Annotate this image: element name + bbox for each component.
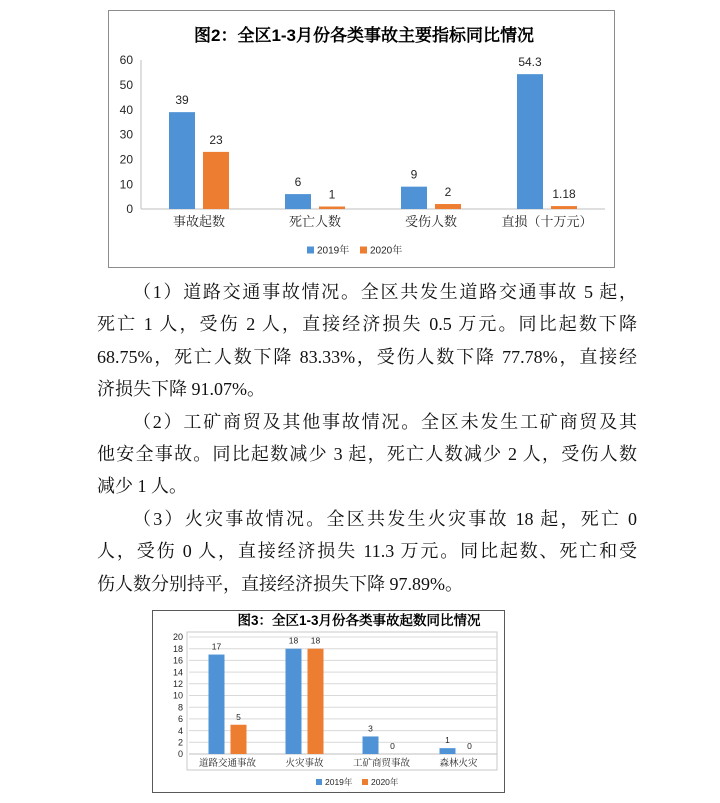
y-tick-label: 10 bbox=[172, 690, 183, 701]
bar-series-1 bbox=[286, 649, 302, 754]
text-line: 68.75%，死亡人数下降 83.33%，受伤人数下降 77.78%，直接经 bbox=[97, 346, 637, 367]
text-line: （3）火灾事故情况。全区共发生火灾事故 18 起，死亡 0 bbox=[133, 508, 637, 529]
y-tick-label: 50 bbox=[119, 78, 133, 93]
data-label-series-2: 1.18 bbox=[552, 187, 576, 202]
figure-3-chart-canvas bbox=[152, 610, 505, 793]
bar-series-2 bbox=[551, 206, 577, 209]
data-label-series-1: 6 bbox=[294, 175, 302, 190]
figure-2-chart bbox=[108, 10, 615, 268]
text-line: 他安全事故。同比起数减少 3 起，死亡人数减少 2 人，受伤人数 bbox=[97, 443, 637, 464]
y-tick-label: 14 bbox=[172, 667, 183, 678]
y-tick-label: 18 bbox=[172, 643, 183, 654]
legend-label-series-2: 2020年 bbox=[371, 776, 399, 787]
data-label-series-1: 54.3 bbox=[518, 55, 542, 70]
bar-series-2 bbox=[319, 207, 345, 209]
y-tick-label: 16 bbox=[172, 655, 183, 666]
bar-series-1 bbox=[440, 748, 456, 754]
legend-label-series-2: 2020年 bbox=[370, 245, 403, 257]
y-tick-label: 60 bbox=[119, 53, 133, 68]
bar-series-2 bbox=[435, 204, 461, 209]
bar-series-2 bbox=[203, 152, 229, 209]
category-label: 事故起数 bbox=[172, 214, 226, 229]
y-tick-label: 30 bbox=[119, 127, 133, 142]
y-tick-label: 0 bbox=[126, 202, 133, 217]
data-label-series-2: 0 bbox=[467, 741, 472, 751]
bar-series-1 bbox=[517, 74, 543, 209]
data-label-series-2: 0 bbox=[390, 741, 395, 751]
data-label-series-1: 1 bbox=[445, 735, 450, 746]
data-label-series-1: 3 bbox=[368, 723, 373, 734]
chart-title: 图3：全区1-3月份各类事故起数同比情况 bbox=[237, 613, 481, 628]
data-label-series-2: 23 bbox=[209, 132, 223, 147]
legend-label-series-1: 2019年 bbox=[325, 776, 353, 787]
text-line: 济损失下降 91.07%。 bbox=[97, 379, 265, 400]
data-label-series-2: 18 bbox=[310, 635, 321, 646]
text-line: （2）工矿商贸及其他事故情况。全区未发生工矿商贸及其 bbox=[133, 411, 637, 432]
data-label-series-1: 18 bbox=[288, 635, 299, 646]
bar-series-1 bbox=[401, 187, 427, 209]
y-tick-label: 0 bbox=[177, 749, 183, 760]
category-label: 死亡人数 bbox=[288, 214, 342, 229]
figure-3-chart bbox=[152, 610, 505, 793]
legend-swatch-series-2 bbox=[360, 247, 367, 254]
chart-title: 图2：全区1-3月份各类事故主要指标同比情况 bbox=[193, 26, 535, 45]
y-tick-label: 40 bbox=[119, 102, 133, 117]
y-tick-label: 20 bbox=[119, 152, 133, 167]
text-line: 伤人数分别持平，直接经济损失下降 97.89%。 bbox=[97, 573, 463, 594]
y-tick-label: 8 bbox=[177, 702, 183, 713]
data-label-series-2: 2 bbox=[444, 185, 452, 200]
legend-swatch-series-2 bbox=[362, 779, 368, 785]
data-label-series-2: 1 bbox=[328, 187, 336, 202]
y-tick-label: 10 bbox=[119, 177, 133, 192]
category-label: 直损（十万元） bbox=[501, 214, 593, 229]
body-text bbox=[97, 276, 637, 600]
bar-series-1 bbox=[363, 736, 379, 754]
data-label-series-1: 17 bbox=[211, 641, 222, 652]
text-line: 减少 1 人。 bbox=[97, 476, 187, 497]
paragraph-industry-trade bbox=[97, 406, 637, 503]
y-tick-label: 6 bbox=[177, 714, 183, 725]
y-tick-label: 2 bbox=[177, 737, 183, 748]
bar-series-1 bbox=[169, 112, 195, 209]
legend-label-series-1: 2019年 bbox=[317, 245, 350, 257]
figure-2-chart-canvas bbox=[108, 10, 615, 268]
y-tick-label: 4 bbox=[177, 725, 183, 736]
data-label-series-2: 5 bbox=[236, 711, 241, 722]
bar-series-1 bbox=[209, 655, 225, 754]
text-line: 人，受伤 0 人，直接经济损失 11.3 万元。同比起数、死亡和受 bbox=[97, 541, 637, 562]
text-line: 死亡 1 人，受伤 2 人，直接经济损失 0.5 万元。同比起数下降 bbox=[97, 314, 637, 335]
bar-series-2 bbox=[308, 649, 324, 754]
legend-swatch-series-1 bbox=[307, 247, 314, 254]
bar-series-1 bbox=[285, 194, 311, 209]
y-tick-label: 20 bbox=[172, 632, 183, 643]
category-label: 工矿商贸事故 bbox=[352, 758, 411, 769]
paragraph-road-traffic bbox=[97, 276, 637, 406]
category-label: 受伤人数 bbox=[404, 214, 458, 229]
category-label: 道路交通事故 bbox=[198, 758, 257, 769]
y-tick-label: 12 bbox=[172, 678, 183, 689]
legend-swatch-series-1 bbox=[316, 779, 322, 785]
bar-series-2 bbox=[231, 725, 247, 754]
category-label: 火灾事故 bbox=[285, 758, 324, 769]
text-line: （1）道路交通事故情况。全区共发生道路交通事故 5 起， bbox=[133, 282, 637, 302]
category-label: 森林火灾 bbox=[439, 758, 478, 769]
paragraph-fire bbox=[97, 503, 637, 600]
data-label-series-1: 39 bbox=[175, 93, 189, 108]
data-label-series-1: 9 bbox=[410, 167, 418, 182]
